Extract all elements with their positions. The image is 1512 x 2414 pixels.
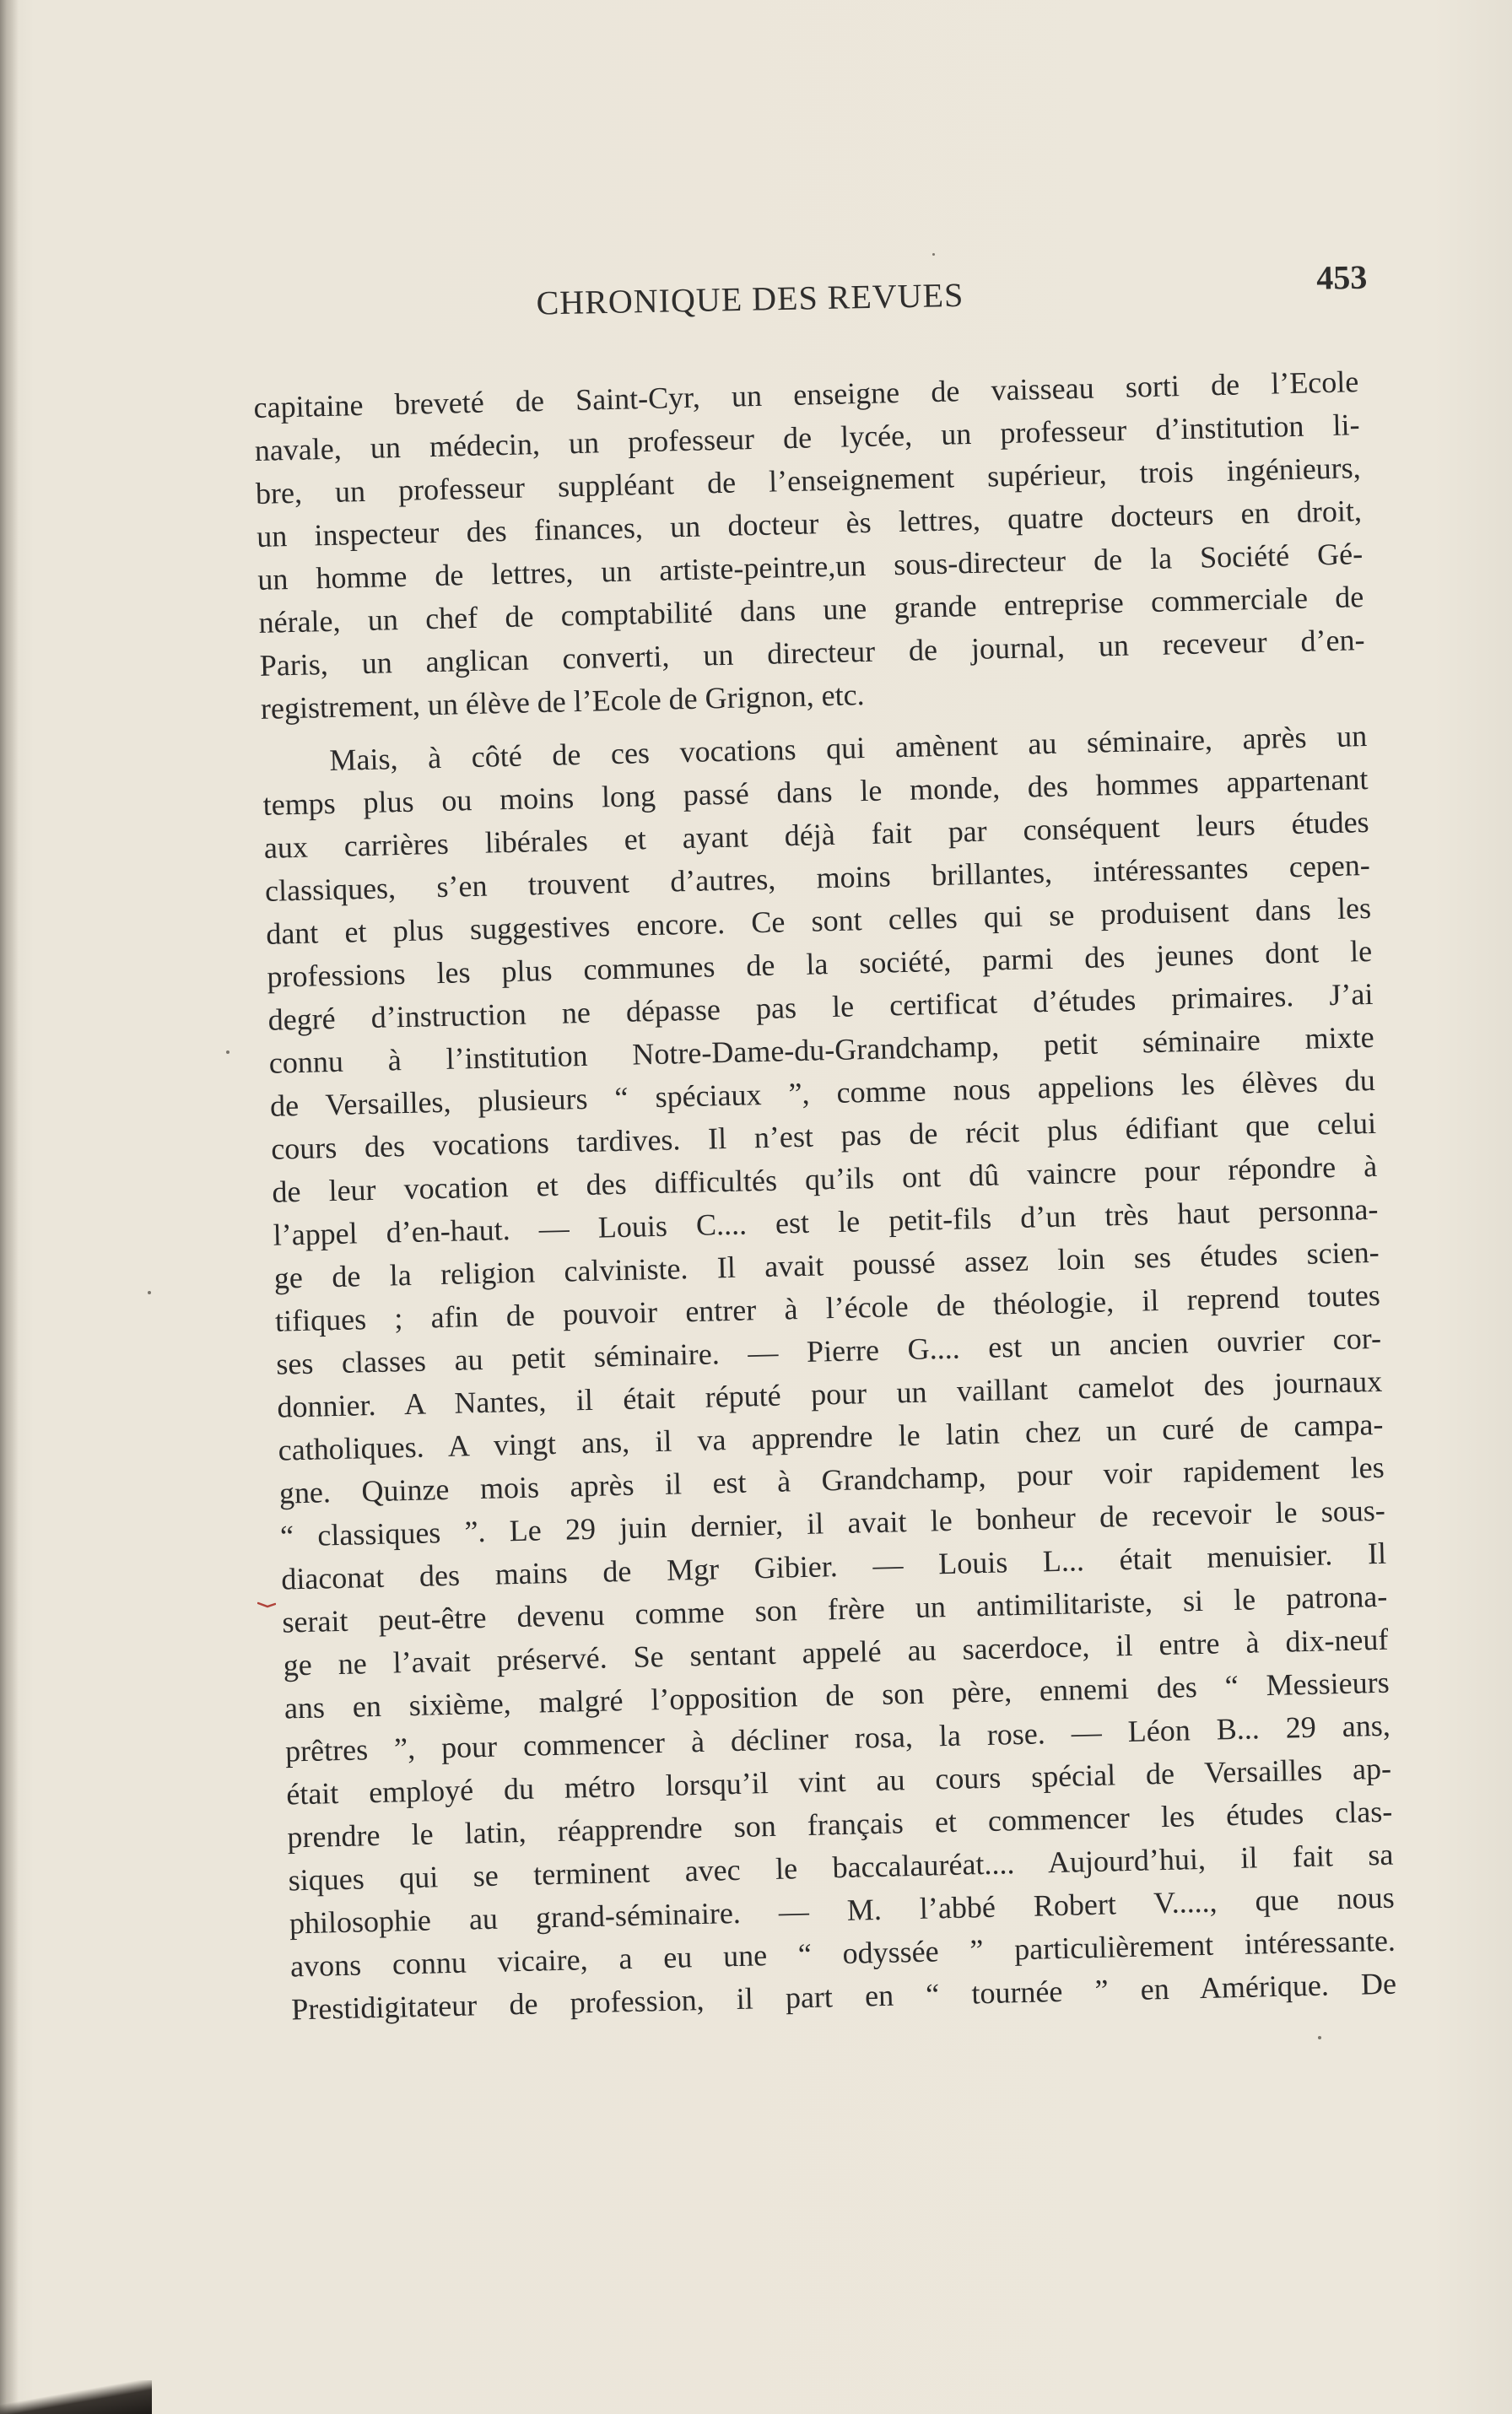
text-line: capitaine breveté de Saint-Cyr, un enseigne de vaisseau sorti de l’Ecole bbox=[253, 365, 1359, 424]
text-line: l’appel d’en-haut. — Louis C.... est le petit-fils d’un très haut personna- bbox=[273, 1191, 1379, 1252]
text-line: ge de la religion calviniste. Il avait poussé assez loin ses études scien- bbox=[273, 1234, 1380, 1295]
text-line: registrement, un élève de l’Ecole de Grignon, etc. bbox=[260, 678, 865, 726]
binding-gutter bbox=[0, 0, 19, 2414]
page-header bbox=[253, 257, 1368, 346]
text-line: de leur vocation et des difficultés qu’ils ont dû vaincre pour répondre à bbox=[272, 1148, 1378, 1209]
text-line: bre, un professeur suppléant de l’enseignement supérieur, trois ingénieurs, bbox=[255, 451, 1362, 510]
text-line: diaconat des mains de Mgr Gibier. — Louis L... était menuisier. Il bbox=[280, 1536, 1387, 1596]
text-line: un inspecteur des finances, un docteur ès lettres, quatre docteurs en droit, bbox=[256, 494, 1363, 554]
text-line: Paris, un anglican converti, un directeur de journal, un receveur d’en- bbox=[259, 623, 1365, 683]
page-corner-shadow bbox=[0, 2380, 152, 2414]
text-line: prêtres ”, pour commencer à décliner rosa, la rose. — Léon B... 29 ans, bbox=[284, 1708, 1391, 1769]
text-line: temps plus ou moins long passé dans le monde, des hommes appartenant bbox=[262, 762, 1369, 822]
text-line: Mais, à côté de ces vocations qui amènent au séminaire, après un bbox=[328, 719, 1368, 777]
running-head: CHRONIQUE DES REVUES bbox=[536, 275, 964, 322]
paper-speck bbox=[226, 1050, 230, 1054]
text-line: aux carrières libérales et ayant déjà fait par conséquent leurs études bbox=[263, 804, 1369, 865]
text-line: “ classiques ”. Le 29 juin dernier, il avait le bonheur de recevoir le sous- bbox=[279, 1493, 1386, 1553]
paragraph-1 bbox=[253, 360, 1366, 731]
text-line: de Versailles, plusieurs “ spéciaux ”, comme nous appelions les élèves du bbox=[269, 1062, 1376, 1123]
text-line: serait peut-être devenu comme son frère un antimilitariste, si le patrona- bbox=[282, 1579, 1388, 1639]
text-line: dant et plus suggestives encore. Ce sont celles qui se produisent dans les bbox=[265, 890, 1372, 951]
text-line: ans en sixième, malgré l’opposition de son père, ennemi des “ Messieurs bbox=[284, 1665, 1390, 1725]
text-line: philosophie au grand-séminaire. — M. l’abbé Robert V....., que nous bbox=[289, 1880, 1396, 1941]
text-line: prendre le latin, réapprendre son français et commencer les études clas- bbox=[287, 1794, 1393, 1855]
text-line: tifiques ; afin de pouvoir entrer à l’école de théologie, il reprend toutes bbox=[274, 1277, 1381, 1338]
text-line: catholiques. A vingt ans, il va apprendre le latin chez un curé de campa- bbox=[278, 1407, 1384, 1467]
text-line: Prestidigitateur de profession, il part en “ tournée ” en Amérique. De bbox=[290, 1966, 1397, 2027]
paragraph-2 bbox=[262, 715, 1397, 2031]
text-line: un homme de lettres, un artiste-peintre,un sous-directeur de la Société Gé- bbox=[256, 537, 1364, 597]
pencil-tick-mark bbox=[257, 1601, 276, 1610]
text-line: nérale, un chef de comptabilité dans une grande entreprise commerciale de bbox=[258, 580, 1364, 640]
text-line: degré d’instruction ne dépasse pas le certificat d’études primaires. J’ai bbox=[267, 976, 1374, 1037]
text-line: siques qui se terminent avec le baccalauréat.... Aujourd’hui, il fait sa bbox=[288, 1837, 1394, 1898]
text-line: classiques, s’en trouvent d’autres, moins brillantes, intéressantes cepen- bbox=[264, 847, 1371, 908]
paper-speck bbox=[148, 1291, 151, 1294]
text-line: était employé du métro lorsqu’il vint au cours spécial de Versailles ap- bbox=[285, 1751, 1392, 1812]
text-line: ses classes au petit séminaire. — Pierre G.... est un ancien ouvrier cor- bbox=[275, 1320, 1382, 1381]
text-line: professions les plus communes de la société, parmi des jeunes dont le bbox=[267, 933, 1373, 994]
text-line: connu à l’institution Notre-Dame-du-Grandchamp, petit séminaire mixte bbox=[268, 1019, 1375, 1080]
text-line: donnier. A Nantes, il était réputé pour un vaillant camelot des journaux bbox=[277, 1364, 1383, 1424]
paper-speck bbox=[932, 253, 935, 256]
text-line: avons connu vicaire, a eu une “ odyssée ” particulièrement intéressante. bbox=[289, 1923, 1396, 1984]
paper-speck bbox=[1318, 2036, 1321, 2039]
text-line: ge ne l’avait préservé. Se sentant appelé au sacerdoce, il entre à dix-neuf bbox=[283, 1622, 1389, 1682]
text-line: navale, un médecin, un professeur de lycée, un professeur d’institution li- bbox=[254, 408, 1360, 467]
text-line: cours des vocations tardives. Il n’est pas de récit plus édifiant que celui bbox=[270, 1105, 1377, 1166]
text-line: gne. Quinze mois après il est à Grandchamp, pour voir rapidement les bbox=[278, 1450, 1385, 1510]
page-number: 453 bbox=[1315, 257, 1368, 297]
body-text bbox=[253, 360, 1397, 2031]
